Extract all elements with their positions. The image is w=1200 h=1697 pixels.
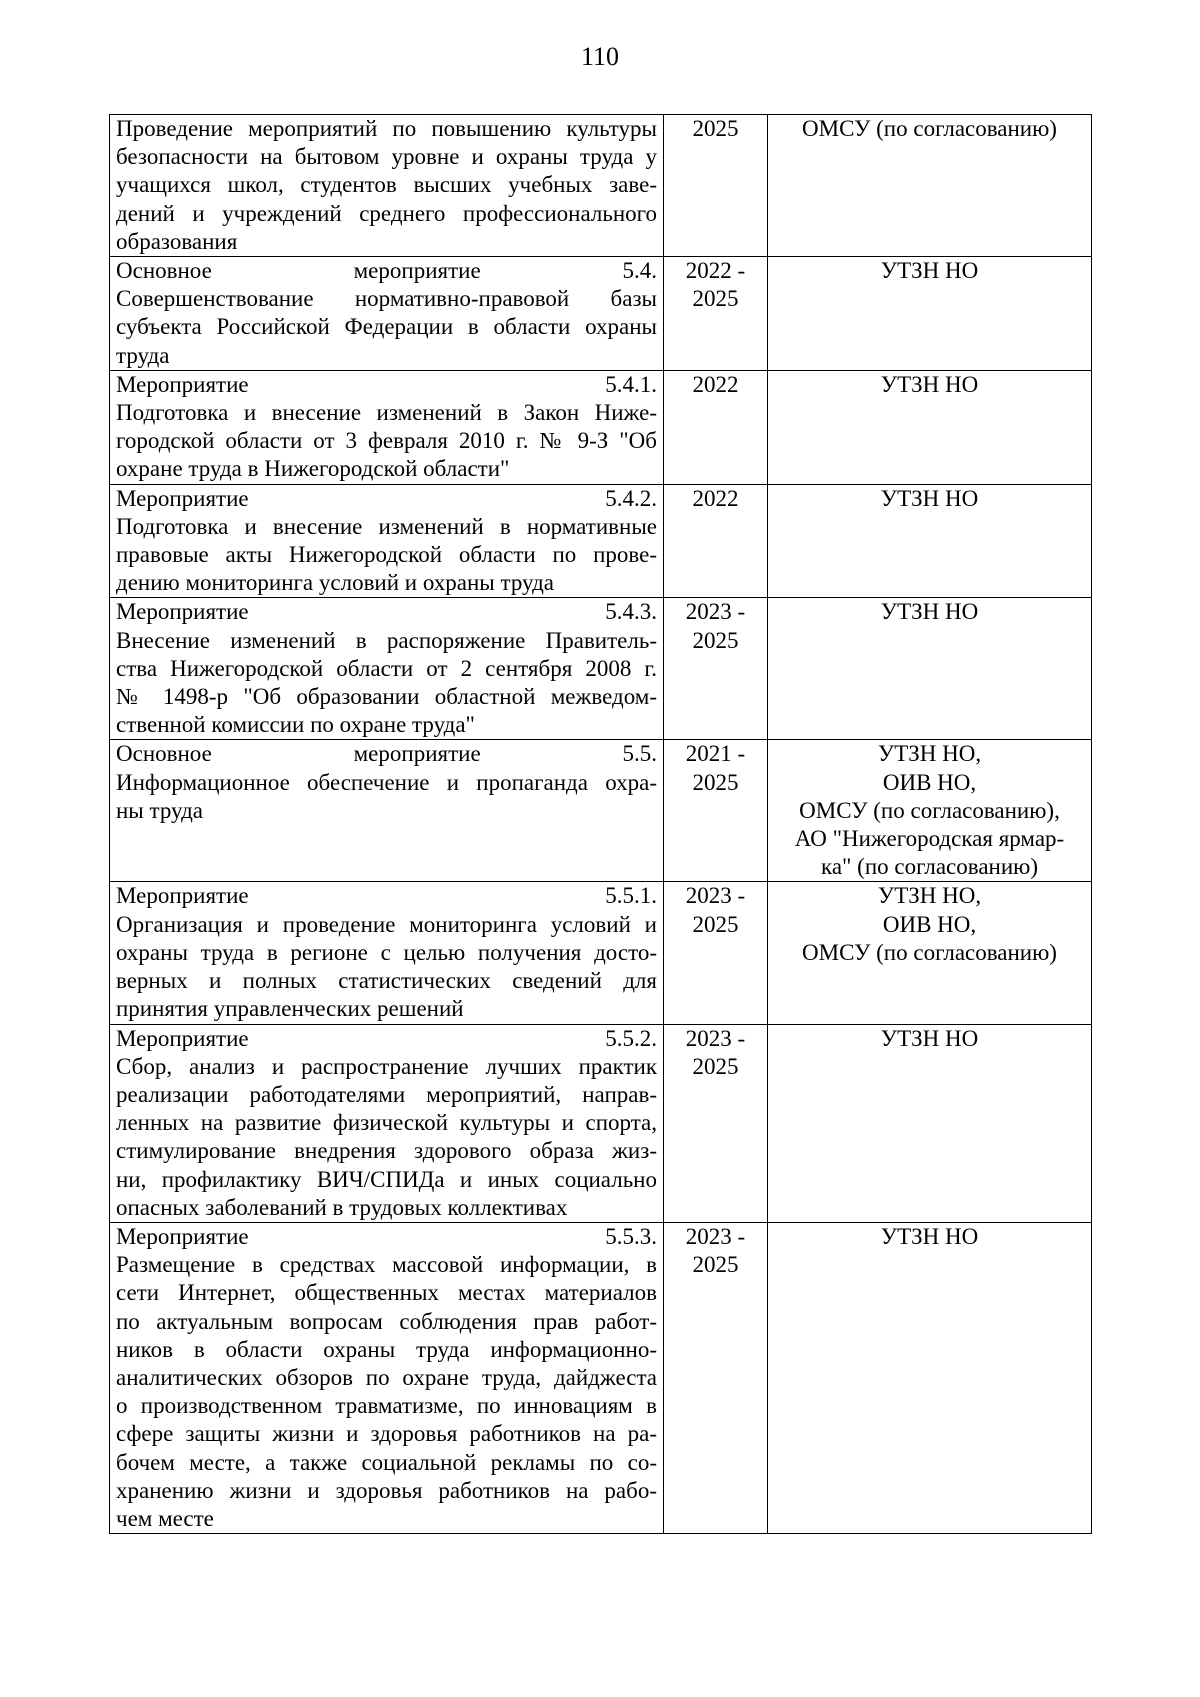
activity-text-line: охране труда в Нижегородской области" — [116, 456, 510, 482]
table-row — [110, 598, 1092, 740]
activity-cell — [110, 115, 664, 257]
activity-text-line: Подготовка и внесение изменений в нормативные — [116, 513, 657, 539]
executor-text-line: ОМСУ (по согласованию) — [802, 939, 1057, 965]
activity-cell — [110, 1024, 664, 1222]
activity-text-line: № 1498-р "Об образовании областной межведом- — [116, 684, 657, 710]
activity-text-line: опасных заболеваний в трудовых коллективах — [116, 1194, 568, 1220]
executor-text-line: ОМСУ (по согласованию) — [802, 116, 1057, 141]
executor-text-line: УТЗН НО, — [877, 883, 982, 909]
activity-text-line: дений и учреждений среднего профессионального — [116, 200, 657, 226]
activity-text-line: городской области от 3 февраля 2010 г. № 9-З "Об — [116, 428, 657, 454]
page-number: 110 — [580, 42, 620, 71]
activity-text-line: Подготовка и внесение изменений в Закон Ниже- — [116, 400, 657, 426]
activity-cell — [110, 882, 664, 1024]
activity-text-line: дению мониторинга условий и охраны труда — [116, 570, 554, 596]
activity-text-line: Мероприятие 5.5.1. — [116, 883, 657, 909]
years-text-line: 2022 - — [685, 258, 746, 284]
activity-text-line: сфере защиты жизни и здоровья работников на ра- — [116, 1421, 657, 1447]
activity-text-line: Информационное обеспечение и пропаганда охра- — [116, 769, 657, 795]
activity-text-line: безопасности на бытовом уровне и охраны труда у — [116, 144, 657, 170]
activity-text-line: Сбор, анализ и распространение лучших практик — [116, 1053, 657, 1079]
years-cell — [664, 882, 768, 1024]
executor-text-line: УТЗН НО — [880, 599, 979, 625]
activity-cell — [110, 1222, 664, 1533]
table-row — [110, 1024, 1092, 1222]
activity-text-line: чем месте — [116, 1505, 214, 1531]
table-body — [110, 115, 1092, 1534]
table-row — [110, 484, 1092, 598]
activity-text-line: о производственном травматизме, по инновациям в — [116, 1393, 657, 1419]
years-cell — [664, 740, 768, 882]
activity-text-line: аналитических обзоров по охране труда, дайджеста — [116, 1364, 657, 1390]
years-text-line: 2023 - — [685, 883, 746, 909]
executor-text-line: УТЗН НО — [880, 1025, 979, 1051]
years-text-line: 2025 — [692, 1252, 739, 1278]
activity-text-line: Организация и проведение мониторинга условий и — [116, 911, 657, 937]
executor-cell — [768, 740, 1092, 882]
activity-text-line: Размещение в средствах массовой информации, в — [116, 1252, 657, 1278]
executor-text-line: ка" (по согласованию) — [821, 854, 1038, 880]
table-row — [110, 1222, 1092, 1533]
years-cell — [664, 598, 768, 740]
activity-text-line: учащихся школ, студентов высших учебных заве- — [116, 172, 657, 198]
executor-cell — [768, 882, 1092, 1024]
years-text-line: 2025 — [692, 1053, 739, 1079]
years-text-line: 2023 - — [685, 1223, 746, 1249]
years-text-line: 2025 — [692, 627, 739, 653]
activity-text-line: правовые акты Нижегородской области по прове- — [116, 542, 657, 568]
executor-text-line: УТЗН НО — [880, 485, 979, 511]
activity-text-line: ства Нижегородской области от 2 сентября 2008 г. — [116, 655, 657, 681]
executor-text-line: УТЗН НО, — [877, 741, 982, 767]
years-text-line: 2021 - — [685, 741, 746, 767]
executor-text-line: УТЗН НО — [880, 371, 979, 397]
years-cell — [664, 115, 768, 257]
activity-cell — [110, 740, 664, 882]
years-text-line: 2023 - — [685, 599, 746, 625]
activity-text-line: ны труда — [116, 797, 204, 823]
activity-text-line: по актуальным вопросам соблюдения прав работ- — [116, 1308, 657, 1334]
table-row — [110, 115, 1092, 257]
activity-text-line: ственной комиссии по охране труда" — [116, 712, 475, 738]
activity-text-line: ленных на развитие физической культуры и спорта, — [116, 1110, 657, 1136]
activity-text-line: стимулирование внедрения здорового образа жиз- — [116, 1138, 657, 1164]
years-text-line: 2025 — [692, 116, 739, 141]
activity-text-line: хранению жизни и здоровья работников на рабо- — [116, 1477, 657, 1503]
activity-text-line: ни, профилактику ВИЧ/СПИДа и иных социально — [116, 1166, 657, 1192]
years-text-line: 2025 — [692, 286, 739, 312]
activity-text-line: реализации работодателями мероприятий, направ- — [116, 1081, 657, 1107]
years-cell — [664, 1222, 768, 1533]
executor-cell — [768, 1222, 1092, 1533]
activity-text-line: Внесение изменений в распоряжение Правитель- — [116, 627, 657, 653]
executor-cell — [768, 257, 1092, 371]
years-cell — [664, 1024, 768, 1222]
years-cell — [664, 370, 768, 484]
years-cell — [664, 257, 768, 371]
activity-text-line: сети Интернет, общественных местах материалов — [116, 1280, 657, 1306]
years-text-line: 2025 — [692, 769, 739, 795]
years-text-line: 2022 — [692, 371, 739, 397]
activity-text-line: верных и полных статистических сведений для — [116, 968, 657, 994]
activities-table — [109, 114, 1092, 1534]
activity-text-line: Проведение мероприятий по повышению культуры — [116, 116, 657, 141]
activity-text-line: субъекта Российской Федерации в области охраны — [116, 314, 657, 340]
table-row — [110, 882, 1092, 1024]
table-row — [110, 370, 1092, 484]
activity-text-line: принятия управленческих решений — [116, 996, 464, 1022]
executor-cell — [768, 115, 1092, 257]
activity-text-line: Основное мероприятие 5.5. — [116, 741, 657, 767]
activity-text-line: бочем месте, а также социальной рекламы по со- — [116, 1449, 657, 1475]
table-row — [110, 257, 1092, 371]
activity-text-line: охраны труда в регионе с целью получения досто- — [116, 939, 657, 965]
activity-text-line: ников в области охраны труда информационно- — [116, 1336, 657, 1362]
years-text-line: 2023 - — [685, 1025, 746, 1051]
years-text-line: 2025 — [692, 911, 739, 937]
activity-cell — [110, 484, 664, 598]
years-cell — [664, 484, 768, 598]
executor-text-line: ОМСУ (по согласованию), — [799, 797, 1060, 823]
activity-text-line: Мероприятие 5.4.3. — [116, 599, 657, 625]
executor-text-line: УТЗН НО — [880, 1223, 979, 1249]
executor-cell — [768, 598, 1092, 740]
activity-cell — [110, 370, 664, 484]
table-row — [110, 740, 1092, 882]
activity-text-line: труда — [116, 342, 170, 368]
activity-cell — [110, 257, 664, 371]
years-text-line: 2022 — [692, 485, 739, 511]
executor-text-line: ОИВ НО, — [882, 911, 977, 937]
executor-text-line: АО "Нижегородская ярмар- — [794, 826, 1065, 852]
executor-text-line: УТЗН НО — [880, 258, 979, 284]
activity-text-line: Совершенствование нормативно-правовой базы — [116, 286, 657, 312]
activity-text-line: Мероприятие 5.4.1. — [116, 371, 657, 397]
activity-text-line: Основное мероприятие 5.4. — [116, 258, 657, 284]
executor-cell — [768, 1024, 1092, 1222]
activity-cell — [110, 598, 664, 740]
executor-cell — [768, 484, 1092, 598]
activity-text-line: Мероприятие 5.5.2. — [116, 1025, 657, 1051]
activity-text-line: Мероприятие 5.5.3. — [116, 1223, 657, 1249]
executor-cell — [768, 370, 1092, 484]
activity-text-line: образования — [116, 228, 238, 254]
executor-text-line: ОИВ НО, — [882, 769, 977, 795]
activity-text-line: Мероприятие 5.4.2. — [116, 485, 657, 511]
